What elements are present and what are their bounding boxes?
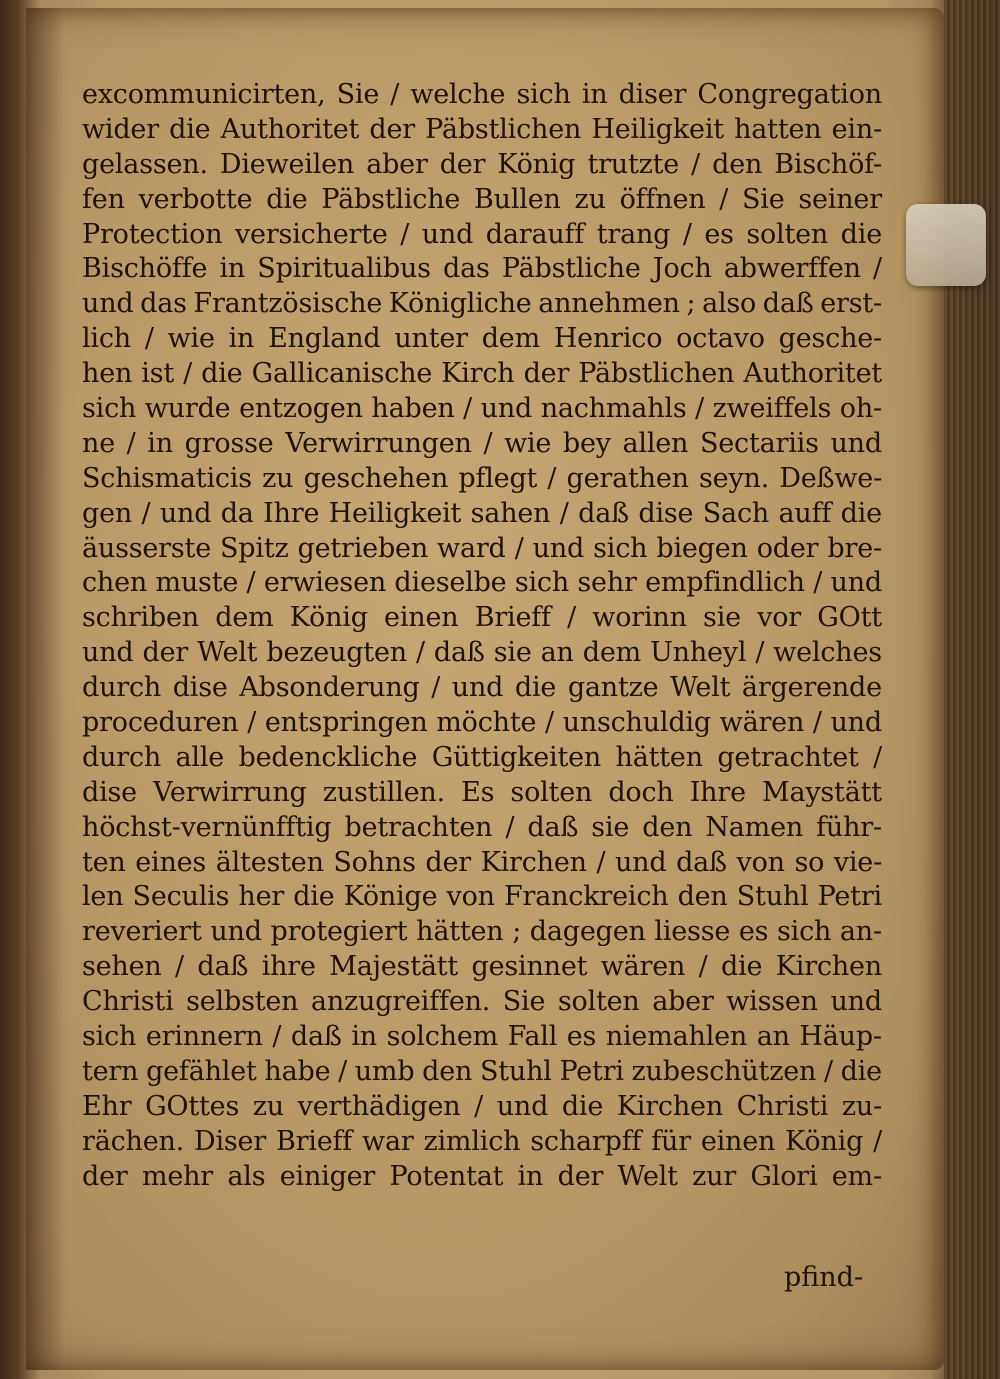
text-line: sehen / daß ihre Majestätt gesinnet wären / die Kirchen — [82, 951, 882, 983]
text-line: sich wurde entzogen haben / und nachmahls / zweiffels oh- — [82, 393, 882, 425]
text-line: lich / wie in England unter dem Henrico octavo gesche- — [82, 323, 882, 355]
text-line: ten eines ältesten Sohns der Kirchen / und daß von so vie- — [82, 846, 882, 878]
text-line: fen verbotte die Päbstliche Bullen zu öffnen / Sie seiner — [82, 183, 882, 215]
text-line: und der Welt bezeugten / daß sie an dem Unheyl / welches — [82, 637, 882, 669]
text-line: proceduren / entspringen möchte / unschuldig wären / und — [82, 707, 882, 739]
text-line: len Seculis her die Könige von Franckreich den Stuhl Petri — [82, 881, 882, 913]
text-line: wider die Authoritet der Päbstlichen Heiligkeit hatten ein- — [82, 113, 882, 145]
page-text — [82, 78, 882, 1195]
text-line: schriben dem König einen Brieff / worinn sie vor GOtt — [82, 602, 882, 634]
text-line: hen ist / die Gallicanische Kirch der Päbstlichen Authoritet — [82, 358, 882, 390]
text-line: rächen. Diser Brieff war zimlich scharpff für einen König / — [82, 1125, 882, 1157]
text-line: Ehr GOttes zu verthädigen / und die Kirchen Christi zu- — [82, 1090, 882, 1122]
catchword: pfind- — [784, 1262, 864, 1293]
text-line: durch dise Absonderung / und die gantze Welt ärgerende — [82, 672, 882, 704]
text-line: und das Frantzösische Königliche annehmen ; also daß erst- — [82, 288, 882, 320]
page-tab — [906, 204, 986, 286]
text-line: sich erinnern / daß in solchem Fall es niemahlen an Häup- — [82, 1021, 882, 1053]
text-line: Bischöffe in Spiritualibus das Päbstliche Joch abwerffen / — [82, 253, 882, 285]
spine-shadow — [26, 8, 66, 1370]
text-line: äusserste Spitz getrieben ward / und sich biegen oder bre- — [82, 532, 882, 564]
text-line: Christi selbsten anzugreiffen. Sie solten aber wissen und — [82, 986, 882, 1018]
text-line: reveriert und protegiert hätten ; dagegen liesse es sich an- — [82, 916, 882, 948]
text-line: Protection versicherte / und darauff trang / es solten die — [82, 218, 882, 250]
text-line: ne / in grosse Verwirrungen / wie bey allen Sectariis und — [82, 427, 882, 459]
text-line: durch alle bedenckliche Güttigkeiten hätten getrachtet / — [82, 741, 882, 773]
text-line: dise Verwirrung zustillen. Es solten doch Ihre Maystätt — [82, 776, 882, 808]
text-line: Schismaticis zu geschehen pflegt / gerathen seyn. Deßwe- — [82, 462, 882, 494]
text-line: der mehr als einiger Potentat in der Welt zur Glori em- — [82, 1160, 882, 1192]
text-line: tern gefählet habe / umb den Stuhl Petri zubeschützen / die — [82, 1055, 882, 1087]
text-line: höchst-vernünfftig betrachten / daß sie den Namen führ- — [82, 811, 882, 843]
text-line: chen muste / erwiesen dieselbe sich sehr empfindlich / und — [82, 567, 882, 599]
text-line: gelassen. Dieweilen aber der König trutzte / den Bischöf- — [82, 148, 882, 180]
text-line: gen / und da Ihre Heiligkeit sahen / daß dise Sach auff die — [82, 497, 882, 529]
text-line: excommunicirten, Sie / welche sich in diser Congregation — [82, 79, 882, 110]
